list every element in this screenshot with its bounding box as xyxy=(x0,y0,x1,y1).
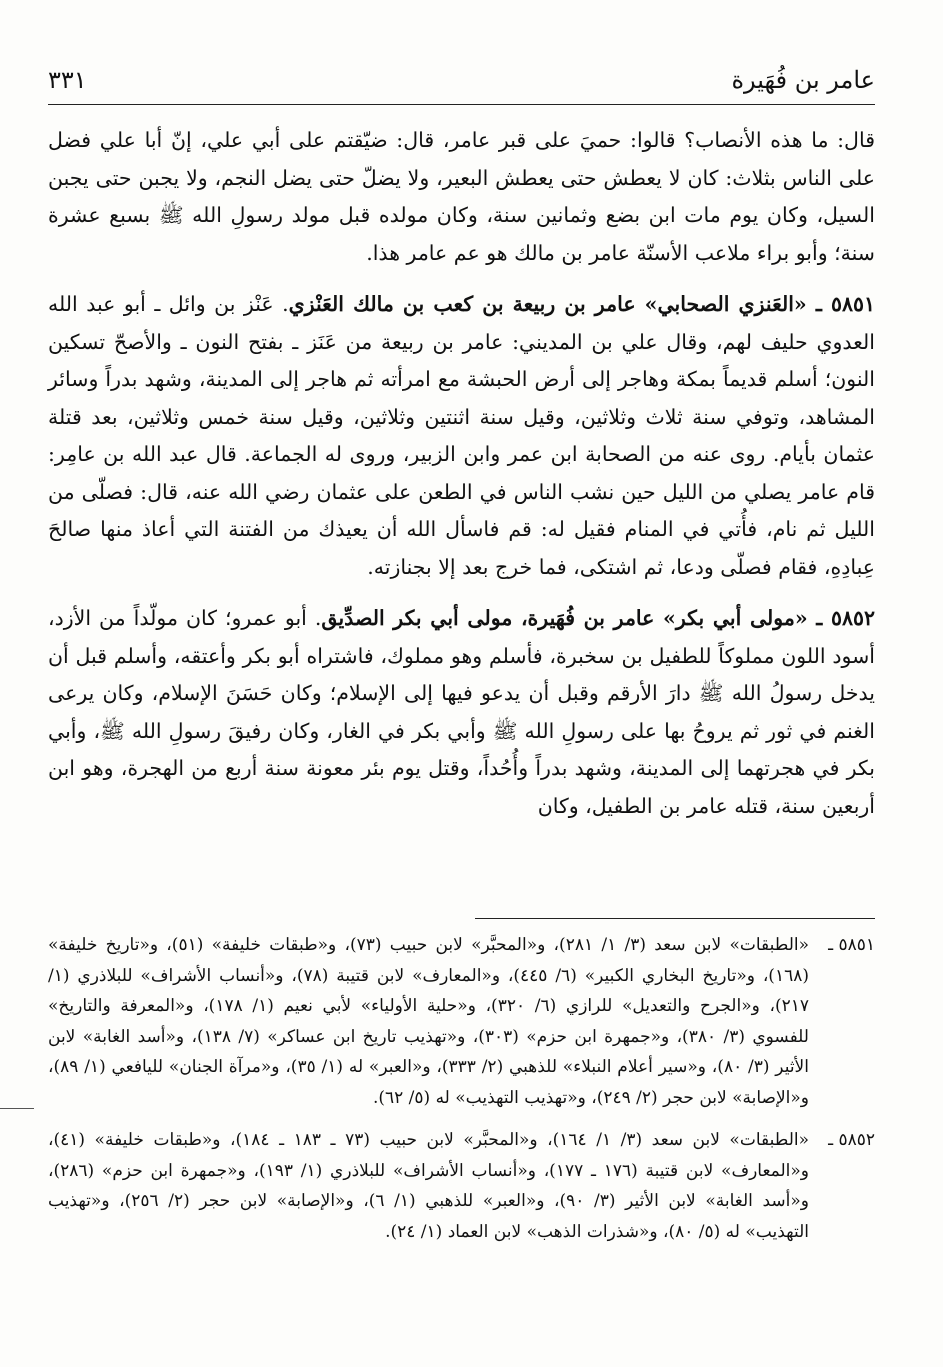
entry-number: ٥٨٥٢ xyxy=(830,606,876,630)
footnote-number: ٥٨٥٢ ـ xyxy=(828,1130,875,1150)
footnote-text: «الطبقات» لابن سعد (٣/ ١/ ٢٨١)، و«المحبَّر» لابن حبيب (٧٣)، و«طبقات خليفة» (٥١)، و«تاريخ خليفة» (١٦٨)، و«تاريخ البخاري الكبير» (٦/ ٤٤٥)، و«المعارف» لابن قتيبة (٧٨)، و«أنساب الأشراف» للبلاذري (١/ ٢١٧)، و«الجرح والتعديل» للرازي (٦/ ٣٢٠)، و«حلية الأولياء» لأبي نعيم (١/ ١٧٨)، و«المعرفة والتاريخ» للفسوي (٣/ ٣٨٠)، و«جمهرة ابن حزم» (٣٠٣)، و«تهذيب تاريخ ابن عساكر» (٧/ ١٣٨)، و«أسد الغابة» لابن الأثير (٣/ ٨٠)، و«سير أعلام النبلاء» للذهبي (٢/ ٣٣٣)، و«العبر» له (١/ ٣٥)، و«مرآة الجنان» لليافعي (١/ ٨٩)، و«الإصابة» لابن حجر (٢/ ٢٤٩)، و«تهذيب التهذيب» له (٥/ ٦٢). xyxy=(48,935,810,1108)
margin-mark xyxy=(0,1108,34,1109)
entry-5851 xyxy=(48,286,875,586)
entry-text: . عَنْز بن وائل ـ أبو عبد الله العدوي حليف لهم، وقال علي بن المديني: عامر بن ربيعة من عَنَز ـ بفتح النون ـ والأصحّ تسكين النون؛ أسلم قديماً بمكة وهاجر إلى أرض الحبشة مع امرأته ثم هاجر إلى المدينة، وشهد بدراً وسائر المشاهد، وتوفي سنة ثلاث وثلاثين، وقيل سنة اثنتين وثلاثين، وقيل سنة خمس وثلاثين، بعد قتلة عثمان بأيام. روى عنه من الصحابة ابن عمر وابن الزبير، وروى له الجماعة. قال عبد الله بن عامِر: قام عامر يصلي من الليل حين نشب الناس في الطعن على عثمان رضي الله عنه، قال: فصلّى من الليل ثم نام، فأُتي في المنام فقيل له: قم فاسأل الله أن يعيذك من الفتنة التي أعاذ منها صالحَ عِبادِهِ، فقام فصلّى ودعا، ثم اشتكى، فما خرج بعد إلا بجنازته. xyxy=(48,292,876,579)
main-text xyxy=(48,122,875,825)
footnote-number: ٥٨٥١ ـ xyxy=(828,935,875,955)
entry-number: ٥٨٥١ xyxy=(830,292,875,316)
intro-paragraph: قال: ما هذه الأنصاب؟ قالوا: حميَ على قبر عامر، قال: ضيّقتم على أبي علي، إنّ أبا علي فضل على الناس بثلاث: كان لا يعطش حتى يعطش البعير، ولا يضلّ حتى يضل النجم، ولا يجبن حتى يجبن السيل، وكان يوم مات ابن بضع وثمانين سنة، وكان مولده قبل مولد رسولِ الله ﷺ بسبع عشرة سنة؛ وأبو براء ملاعب الأسنّة عامر بن مالك هو عم عامر هذا. xyxy=(48,128,875,265)
entry-sep: ـ xyxy=(807,606,831,630)
footnote-separator xyxy=(475,918,875,919)
entry-sep: ـ xyxy=(806,292,831,316)
page-header xyxy=(48,60,875,105)
running-title: عامر بن فُهَيرة xyxy=(731,66,875,94)
entry-heading: «العَنزي الصحابي» عامر بن ربيعة بن كعب بن مالك العَنْزي xyxy=(288,292,807,316)
page-number: ٣٣١ xyxy=(48,66,87,94)
entry-5852 xyxy=(48,600,875,825)
footnote-5852 xyxy=(48,1125,875,1247)
footnote-text: «الطبقات» لابن سعد (٣/ ١/ ١٦٤)، و«المحبَّر» لابن حبيب (٧٣ ـ ١٨٣ ـ ١٨٤)، و«طبقات خليفة» (٤١)، و«المعارف» لابن قتيبة (١٧٦ ـ ١٧٧)، و«أنساب الأشراف» للبلاذري (١/ ١٩٣)، و«جمهرة ابن حزم» (٢٨٦)، و«أسد الغابة» لابن الأثير (٣/ ٩٠)، و«العبر» للذهبي (١/ ٦)، و«الإصابة» لابن حجر (٢/ ٢٥٦)، و«تهذيب التهذيب» له (٥/ ٨٠)، و«شذرات الذهب» لابن العماد (١/ ٢٤). xyxy=(48,1130,810,1242)
entry-heading: «مولى أبي بكر» عامر بن فُهَيرة، مولى أبي بكر الصدِّيق xyxy=(321,606,808,630)
footnotes xyxy=(48,930,875,1259)
footnote-5851 xyxy=(48,930,875,1113)
entry-text: . أبو عمرو؛ كان مولّداً من الأزد، أسود اللون مملوكاً للطفيل بن سخبرة، فأسلم وهو مملوك، فاشتراه أبو بكر وأعتقه، وأسلم قبل أن يدخل رسولُ الله ﷺ دارَ الأرقم وقبل أن يدعو فيها إلى الإسلام؛ وكان حَسَنَ الإسلام، وكان يرعى الغنم في ثور ثم يروحُ بها على رسولِ الله ﷺ وأبي بكر في الغار، وكان رفيقَ رسولِ الله ﷺ، وأبي بكر في هجرتهما إلى المدينة، وشهد بدراً وأُحُداً، وقتل يوم بئر معونة سنة أربع من الهجرة، وهو ابن أربعين سنة، قتله عامر بن الطفيل، وكان xyxy=(48,606,875,818)
